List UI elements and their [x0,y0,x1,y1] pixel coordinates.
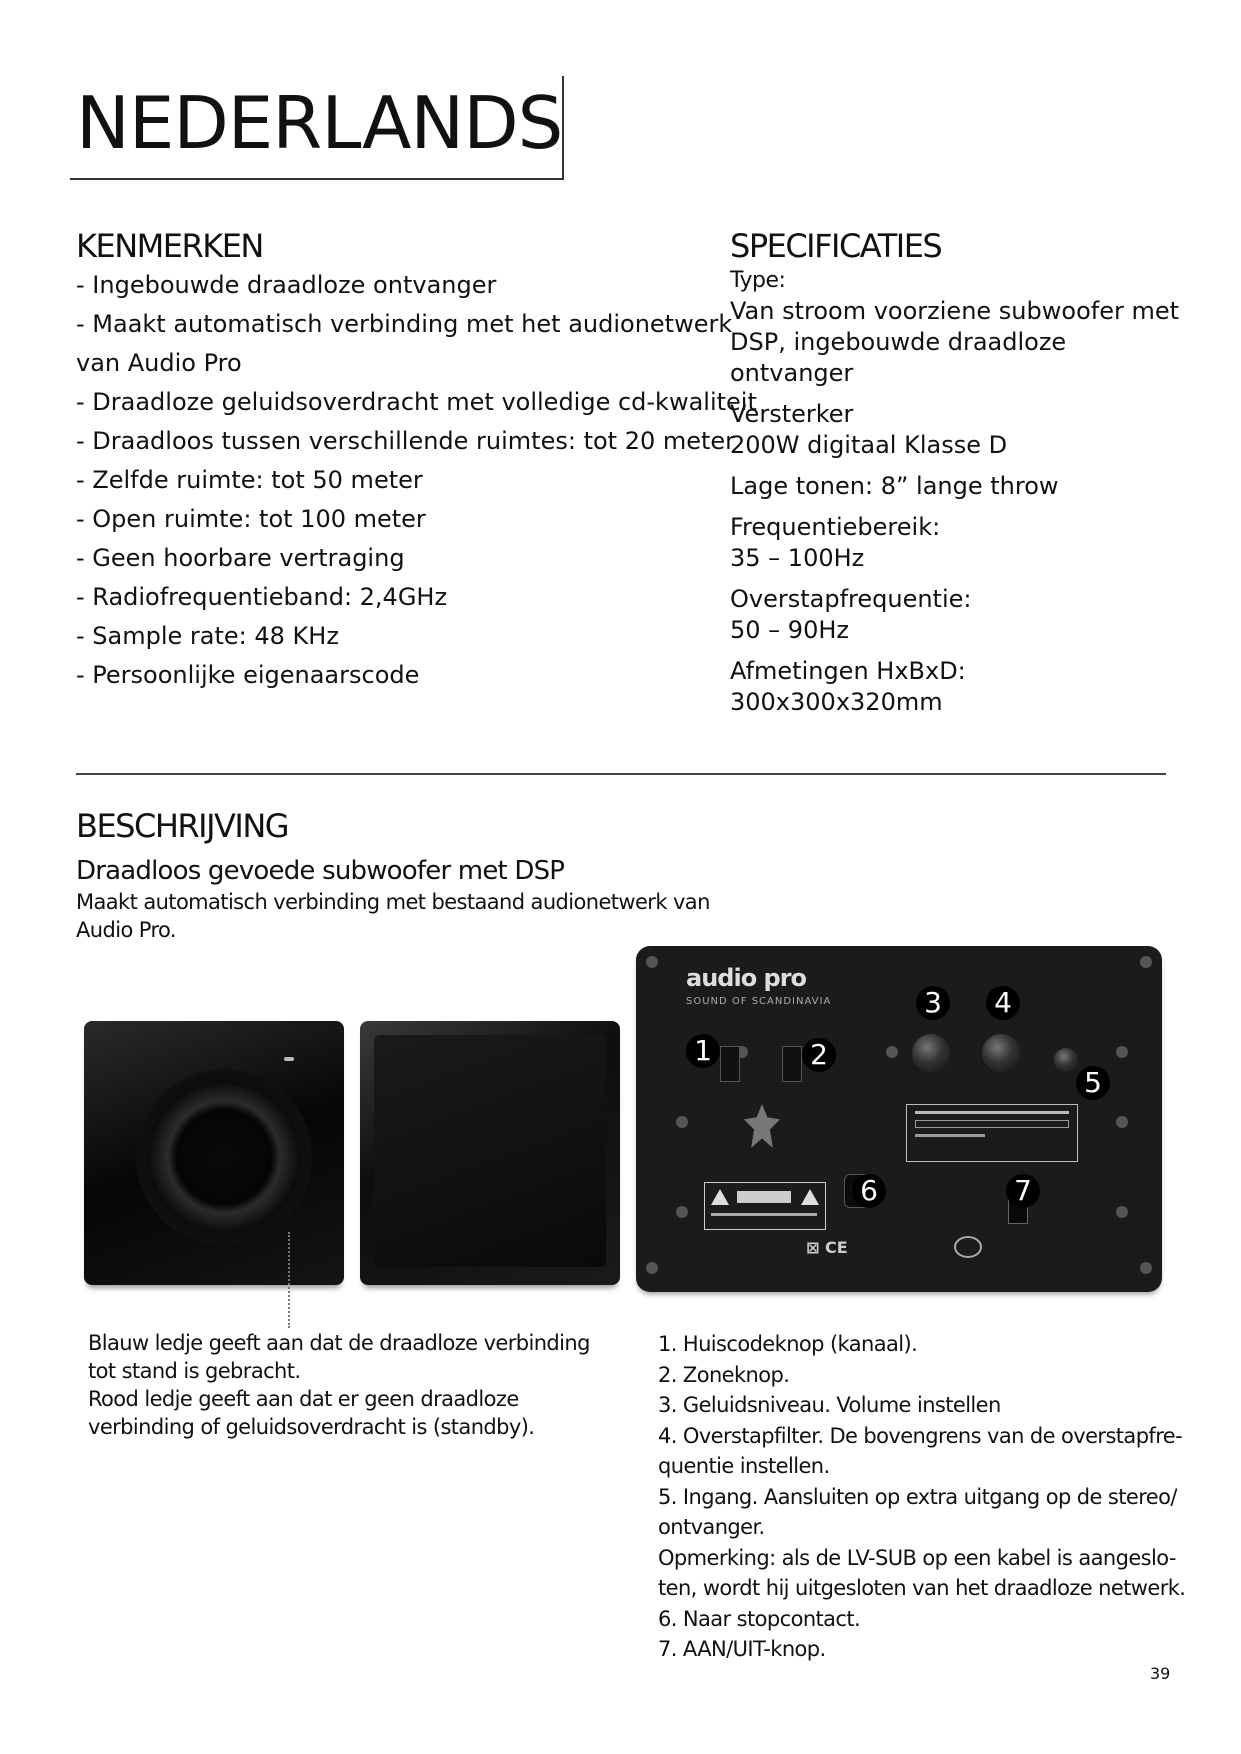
led-leader-line [288,1232,290,1328]
led-indicator [284,1057,294,1061]
warning-label [704,1182,826,1230]
volume-knob[interactable] [912,1034,950,1072]
woofer-cone [136,1069,312,1245]
line-input-jack[interactable] [1054,1048,1078,1072]
spec-dimensions-value: 300x300x320mm [730,688,943,716]
list-item: - Persoonlijke eigenaarscode [76,661,420,689]
caption-line: tot stand is gebracht. [88,1359,301,1383]
spec-crossover-label: Overstapfrequentie: [730,585,972,613]
subwoofer-side-image [360,1021,620,1285]
list-item: - Maakt automatisch verbinding met het audionetwerk [76,310,733,338]
legend-item: 1. Huiscodeknop (kanaal). [658,1332,918,1356]
list-item: - Draadloos tussen verschillende ruimtes: tot 20 meter [76,427,736,455]
title-frame-bottom [70,178,564,180]
list-item: - Radiofrequentieband: 2,4GHz [76,583,448,611]
warning-triangle-icon [801,1189,819,1205]
legend-item: quentie instellen. [658,1454,830,1478]
spec-list [730,264,1190,728]
warning-triangle-icon [711,1189,729,1205]
caption-line: Rood ledje geeft aan dat er geen draadloze [88,1387,519,1411]
beschrijving-subheading: Draadloos gevoede subwoofer met DSP [76,856,565,886]
spec-crossover-value: 50 – 90Hz [730,616,849,644]
brand-tagline: SOUND OF SCANDINAVIA [686,996,832,1007]
caption-line: verbinding of geluidsoverdracht is (standby). [88,1415,535,1439]
spec-type-value: Van stroom voorziene subwoofer met [730,297,1180,325]
kenmerken-heading: KENMERKEN [76,227,263,265]
callout-3: 3 [916,986,950,1020]
beschrijving-intro [76,888,710,944]
legend-item: Opmerking: als de LV-SUB op een kabel is aangeslo- [658,1545,1176,1570]
list-item: - Zelfde ruimte: tot 50 meter [76,466,423,494]
page-number: 39 [1150,1664,1171,1683]
kenmerken-list [76,266,757,695]
spec-freq-label: Frequentiebereik: [730,513,941,541]
legend-item: 3. Geluidsniveau. Volume instellen [658,1393,1001,1417]
title-frame-right [562,76,564,180]
side-panel [374,1035,606,1267]
brand-logo: audio pro [686,964,807,992]
zone-switch[interactable] [782,1046,802,1082]
spec-freq-value: 35 – 100Hz [730,544,865,572]
list-item: - Draadloze geluidsoverdracht met volledige cd-kwaliteit [76,388,757,416]
rear-panel-image [636,946,1162,1292]
callout-2: 2 [802,1038,836,1072]
legend-list [658,1329,1185,1665]
intro-line: Maakt automatisch verbinding met bestaand audionetwerk van [76,890,710,914]
led-caption [88,1329,590,1441]
section-divider [76,773,1166,775]
page-title: NEDERLANDS [76,81,563,165]
crossover-knob[interactable] [982,1034,1020,1072]
spec-amp-value: 200W digitaal Klasse D [730,431,1008,459]
recycling-logo [954,1236,982,1258]
list-item: van Audio Pro [76,349,242,377]
list-item: - Geen hoorbare vertraging [76,544,405,572]
callout-5: 5 [1076,1066,1110,1100]
spec-dimensions-label: Afmetingen HxBxD: [730,657,966,685]
rating-label [906,1104,1078,1162]
ce-mark: ⊠ CE [806,1238,848,1257]
list-item: - Sample rate: 48 KHz [76,622,339,650]
callout-4: 4 [986,986,1020,1020]
legend-item: 7. AAN/UIT-knop. [658,1637,826,1661]
legend-item: ontvanger. [658,1515,765,1539]
subwoofer-front-image [84,1021,344,1285]
list-item: - Open ruimte: tot 100 meter [76,505,426,533]
beschrijving-heading: BESCHRIJVING [76,807,289,845]
spec-bass: Lage tonen: 8” lange throw [730,472,1059,500]
spec-amp-label: Versterker [730,400,854,428]
caption-line: Blauw ledje geeft aan dat de draadloze verbinding [88,1331,590,1355]
legend-item: 5. Ingang. Aansluiten op extra uitgang op de stereo/ [658,1484,1177,1509]
intro-line: Audio Pro. [76,918,176,942]
legend-item: 6. Naar stopcontact. [658,1606,861,1631]
legend-item: 2. Zoneknop. [658,1362,790,1387]
callout-7: 7 [1006,1174,1040,1208]
spec-type-label: Type: [730,268,786,293]
certification-emblem [744,1104,780,1148]
list-item: - Ingebouwde draadloze ontvanger [76,271,497,299]
legend-item: ten, wordt hij uitgesloten van het draadloze netwerk. [658,1576,1186,1600]
specificaties-heading: SPECIFICATIES [730,227,942,265]
spec-type-value: DSP, ingebouwde draadloze ontvanger [730,328,1067,387]
house-code-switch[interactable] [720,1046,740,1082]
legend-item: 4. Overstapfilter. De bovengrens van de overstapfre- [658,1423,1183,1448]
callout-1: 1 [686,1034,720,1068]
callout-6: 6 [852,1174,886,1208]
